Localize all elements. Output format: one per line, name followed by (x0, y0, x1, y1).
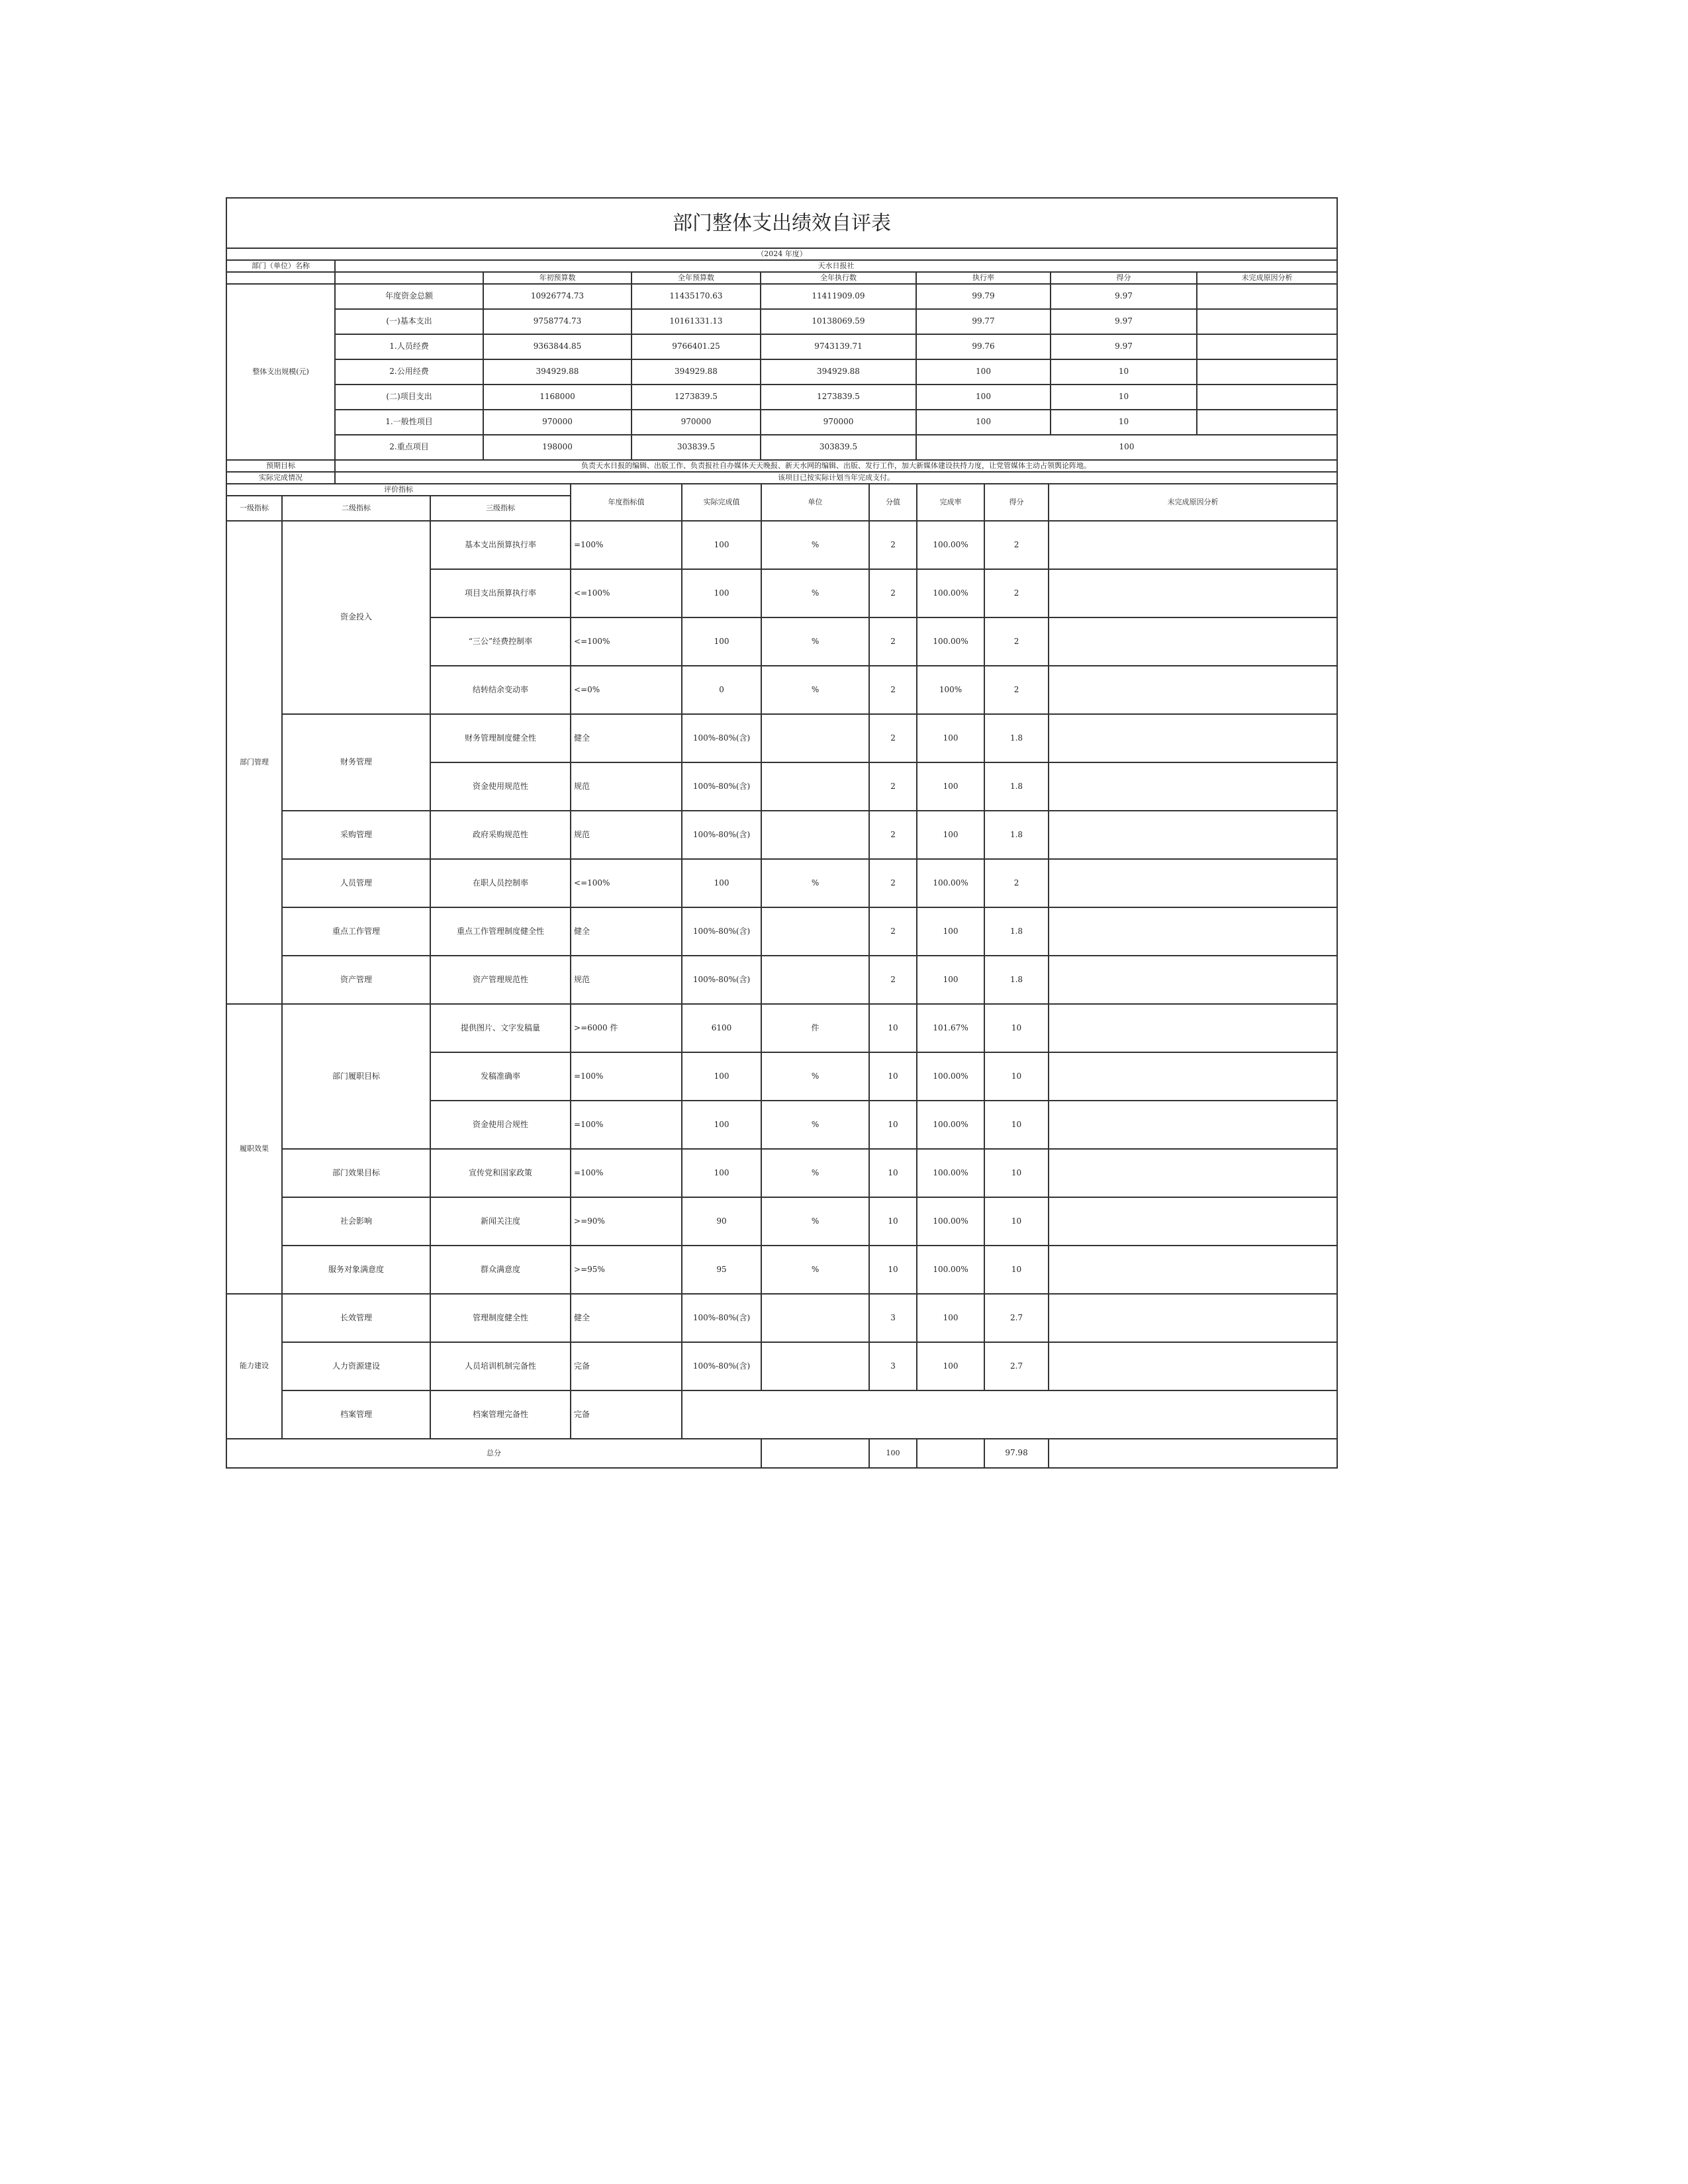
target-cell: 完备 (571, 1342, 682, 1390)
rate-cell: 100.00% (917, 1149, 984, 1197)
level2-cell: 财务管理 (282, 714, 430, 811)
level2-cell: 采购管理 (282, 811, 430, 859)
budget-exec: 1273839.5 (761, 385, 916, 410)
budget-row-name: (二)项目支出 (335, 385, 483, 410)
header-reason: 未完成原因分析 (1197, 272, 1337, 284)
points-cell: 2 (869, 762, 917, 811)
rate-cell: 100.00% (917, 617, 984, 666)
unit-cell (761, 1294, 869, 1342)
level1-cell: 部门管理 (226, 521, 282, 1004)
total-score: 97.98 (984, 1439, 1049, 1468)
level1-cell: 履职效果 (226, 1004, 282, 1294)
score-cell: 2 (984, 859, 1049, 907)
reason-cell (1049, 1246, 1337, 1294)
rate-cell: 100 (917, 956, 984, 1004)
target-cell: 规范 (571, 762, 682, 811)
rate-cell: 100 (917, 1294, 984, 1342)
budget-reason (1197, 410, 1337, 435)
table-row (226, 956, 1337, 1004)
table-row (226, 811, 1337, 859)
level3-cell: 档案管理完备性 (430, 1390, 571, 1439)
score-cell: 1.8 (984, 762, 1049, 811)
actual-cell: 100%-80%(含) (682, 1294, 761, 1342)
score-cell: 1.8 (984, 956, 1049, 1004)
reason-cell (1049, 1052, 1337, 1101)
unit-cell (761, 762, 869, 811)
rate-cell: 100 (917, 907, 984, 956)
unit-cell: % (761, 521, 869, 569)
unit-cell: % (761, 1197, 869, 1246)
level3-cell: 新闻关注度 (430, 1197, 571, 1246)
header-actual: 实际完成值 (682, 484, 761, 521)
unit-cell: % (761, 1246, 869, 1294)
budget-full: 9766401.25 (632, 334, 761, 359)
budget-row (226, 309, 1337, 334)
target-cell: <=100% (571, 569, 682, 617)
reason-cell (1049, 907, 1337, 956)
budget-row-name: 2.公用经费 (335, 359, 483, 385)
points-cell: 2 (869, 569, 917, 617)
level3-cell: 群众满意度 (430, 1246, 571, 1294)
budget-row (226, 334, 1337, 359)
header-level3: 三级指标 (430, 496, 571, 521)
rate-cell: 100.00% (917, 1197, 984, 1246)
budget-exec: 303839.5 (761, 435, 916, 460)
score-cell: 1.8 (984, 907, 1049, 956)
score-cell: 10 (984, 1197, 1049, 1246)
budget-merged-score: 100 (916, 435, 1337, 460)
level2-cell: 社会影响 (282, 1197, 430, 1246)
level2-cell: 部门效果目标 (282, 1149, 430, 1197)
rate-cell: 100.00% (917, 1052, 984, 1101)
score-cell: 10 (984, 1149, 1049, 1197)
unit-cell (761, 811, 869, 859)
level3-cell: 提供图片、文字发稿量 (430, 1004, 571, 1052)
header-reason: 未完成原因分析 (1049, 484, 1337, 521)
points-cell: 3 (869, 1294, 917, 1342)
level3-cell: 资产管理规范性 (430, 956, 571, 1004)
evaluation-sheet (226, 197, 1336, 1469)
unit-cell: % (761, 859, 869, 907)
goal-label: 预期目标 (226, 460, 335, 472)
budget-reason (1197, 284, 1337, 309)
points-cell: 3 (869, 1342, 917, 1390)
score-cell: 1.8 (984, 714, 1049, 762)
budget-full: 394929.88 (632, 359, 761, 385)
unit-cell (761, 1342, 869, 1390)
actual-cell: 100 (682, 1052, 761, 1101)
budget-exec: 970000 (761, 410, 916, 435)
budget-initial: 9758774.73 (483, 309, 632, 334)
actual-cell: 100%-80%(含) (682, 714, 761, 762)
table-row (226, 1149, 1337, 1197)
points-cell: 2 (869, 714, 917, 762)
target-cell: >=6000 件 (571, 1004, 682, 1052)
budget-row-name: 2.重点项目 (335, 435, 483, 460)
rate-cell: 100 (917, 714, 984, 762)
level2-cell: 部门履职目标 (282, 1004, 430, 1149)
level2-cell: 人力资源建设 (282, 1342, 430, 1390)
actual-cell: 100%-80%(含) (682, 811, 761, 859)
budget-full: 303839.5 (632, 435, 761, 460)
actual-cell: 100 (682, 1149, 761, 1197)
target-cell: >=90% (571, 1197, 682, 1246)
actual-cell: 100 (682, 569, 761, 617)
actual-cell: 0 (682, 666, 761, 714)
reason-cell (1049, 762, 1337, 811)
points-cell: 2 (869, 521, 917, 569)
actual-cell: 100%-80%(含) (682, 956, 761, 1004)
budget-exec: 394929.88 (761, 359, 916, 385)
budget-row (226, 284, 1337, 309)
score-cell: 1.8 (984, 811, 1049, 859)
budget-score: 9.97 (1051, 309, 1197, 334)
reason-cell (1049, 956, 1337, 1004)
level3-cell: “三公”经费控制率 (430, 617, 571, 666)
target-cell: 健全 (571, 714, 682, 762)
unit-cell (761, 714, 869, 762)
score-cell: 10 (984, 1052, 1049, 1101)
budget-rate: 99.76 (916, 334, 1051, 359)
reason-cell (1049, 521, 1337, 569)
rate-cell: 100.00% (917, 859, 984, 907)
points-cell: 10 (869, 1052, 917, 1101)
target-cell: <=0% (571, 666, 682, 714)
budget-initial: 10926774.73 (483, 284, 632, 309)
reason-cell (1049, 859, 1337, 907)
reason-cell (1049, 1101, 1337, 1149)
year-label: （2024 年度） (226, 248, 1337, 260)
reason-cell (1049, 666, 1337, 714)
target-cell: =100% (571, 1149, 682, 1197)
level3-cell: 财务管理制度健全性 (430, 714, 571, 762)
total-reason-cell (1049, 1439, 1337, 1468)
reason-cell (1049, 1342, 1337, 1390)
header-executed: 全年执行数 (761, 272, 916, 284)
table-row (226, 907, 1337, 956)
budget-table (226, 197, 1338, 484)
budget-score: 10 (1051, 385, 1197, 410)
actual-cell: 100 (682, 859, 761, 907)
score-cell: 2.7 (984, 1294, 1049, 1342)
target-cell: 健全 (571, 1294, 682, 1342)
reason-cell (1049, 811, 1337, 859)
budget-reason (1197, 334, 1337, 359)
target-cell: <=100% (571, 859, 682, 907)
budget-row-name: 1.一般性项目 (335, 410, 483, 435)
budget-exec: 9743139.71 (761, 334, 916, 359)
budget-full: 1273839.5 (632, 385, 761, 410)
budget-initial: 9363844.85 (483, 334, 632, 359)
points-cell: 2 (869, 859, 917, 907)
level3-cell: 项目支出预算执行率 (430, 569, 571, 617)
budget-row (226, 385, 1337, 410)
level2-cell: 资产管理 (282, 956, 430, 1004)
actual-cell: 100%-80%(含) (682, 1342, 761, 1390)
level3-cell: 重点工作管理制度健全性 (430, 907, 571, 956)
budget-rate: 100 (916, 359, 1051, 385)
actual-cell: 100%-80%(含) (682, 907, 761, 956)
budget-full: 11435170.63 (632, 284, 761, 309)
target-cell: 健全 (571, 907, 682, 956)
table-row (226, 521, 1337, 569)
level2-cell: 档案管理 (282, 1390, 430, 1439)
level3-cell: 人员培训机制完备性 (430, 1342, 571, 1390)
unit-cell (761, 956, 869, 1004)
points-cell: 2 (869, 907, 917, 956)
goal-text: 负责天水日报的编辑、出版工作、负责报社自办媒体天天晚报、新天水网的编辑、出版、发行工作，加大新媒体建设扶持力度，让党管媒体主动占领舆论阵地。 (335, 460, 1337, 472)
actual-cell: 100 (682, 1101, 761, 1149)
unit-cell: % (761, 1101, 869, 1149)
budget-row (226, 435, 1337, 460)
level3-cell: 结转结余变动率 (430, 666, 571, 714)
table-row (226, 1342, 1337, 1390)
unit-cell: % (761, 617, 869, 666)
unit-cell (761, 907, 869, 956)
level3-cell: 在职人员控制率 (430, 859, 571, 907)
points-cell: 2 (869, 811, 917, 859)
reason-cell (1049, 1004, 1337, 1052)
unit-cell: % (761, 1149, 869, 1197)
level2-cell: 重点工作管理 (282, 907, 430, 956)
budget-score: 10 (1051, 359, 1197, 385)
table-row (226, 1197, 1337, 1246)
reason-cell (1049, 617, 1337, 666)
eval-label: 评价指标 (226, 484, 571, 496)
actual-cell: 100 (682, 617, 761, 666)
budget-rate: 99.79 (916, 284, 1051, 309)
level2-cell: 服务对象满意度 (282, 1246, 430, 1294)
target-cell: =100% (571, 1101, 682, 1149)
header-target: 年度指标值 (571, 484, 682, 521)
total-label: 总分 (226, 1439, 761, 1468)
budget-reason (1197, 309, 1337, 334)
table-row (226, 714, 1337, 762)
budget-exec: 10138069.59 (761, 309, 916, 334)
level3-cell: 基本支出预算执行率 (430, 521, 571, 569)
budget-initial: 394929.88 (483, 359, 632, 385)
actual-cell: 100 (682, 521, 761, 569)
score-cell: 10 (984, 1004, 1049, 1052)
dept-name: 天水日报社 (335, 260, 1337, 272)
header-rate: 完成率 (917, 484, 984, 521)
unit-cell: % (761, 1052, 869, 1101)
points-cell: 10 (869, 1004, 917, 1052)
budget-row-name: 1.人员经费 (335, 334, 483, 359)
budget-reason (1197, 359, 1337, 385)
points-cell: 2 (869, 617, 917, 666)
actual-cell: 100%-80%(含) (682, 762, 761, 811)
table-row (226, 859, 1337, 907)
rate-cell: 100.00% (917, 569, 984, 617)
budget-rate: 99.77 (916, 309, 1051, 334)
total-row (226, 1439, 1337, 1468)
page-title: 部门整体支出绩效自评表 (226, 198, 1337, 248)
header-points: 分值 (869, 484, 917, 521)
unit-cell: % (761, 569, 869, 617)
reason-cell (1049, 714, 1337, 762)
table-row (226, 1390, 1337, 1439)
total-points: 100 (869, 1439, 917, 1468)
reason-cell (1049, 1197, 1337, 1246)
points-cell: 2 (869, 666, 917, 714)
level3-cell: 资金使用合规性 (430, 1101, 571, 1149)
rate-cell: 100 (917, 811, 984, 859)
reason-cell (1049, 569, 1337, 617)
score-cell: 2.7 (984, 1342, 1049, 1390)
header-level1: 一级指标 (226, 496, 282, 521)
budget-rate: 100 (916, 410, 1051, 435)
points-cell: 10 (869, 1101, 917, 1149)
header-exec-rate: 执行率 (916, 272, 1051, 284)
level2-cell: 资金投入 (282, 521, 430, 714)
budget-row (226, 359, 1337, 385)
points-cell: 10 (869, 1149, 917, 1197)
budget-full: 10161331.13 (632, 309, 761, 334)
budget-full: 970000 (632, 410, 761, 435)
target-cell: 规范 (571, 811, 682, 859)
score-cell: 2 (984, 666, 1049, 714)
rate-cell: 100.00% (917, 1246, 984, 1294)
actual-cell: 6100 (682, 1004, 761, 1052)
table-row (226, 1004, 1337, 1052)
level3-cell: 发稿准确率 (430, 1052, 571, 1101)
header-score: 得分 (984, 484, 1049, 521)
budget-row (226, 410, 1337, 435)
budget-row-name: 年度资金总额 (335, 284, 483, 309)
reason-cell (1049, 1149, 1337, 1197)
rate-cell: 100% (917, 666, 984, 714)
header-full-budget: 全年预算数 (632, 272, 761, 284)
budget-reason (1197, 385, 1337, 410)
level2-cell: 长效管理 (282, 1294, 430, 1342)
table-row (226, 1246, 1337, 1294)
table-row (226, 1294, 1337, 1342)
target-cell: 完备 (571, 1390, 682, 1439)
score-cell: 10 (984, 1246, 1049, 1294)
actual-cell: 90 (682, 1197, 761, 1246)
header-initial-budget: 年初预算数 (483, 272, 632, 284)
budget-rate: 100 (916, 385, 1051, 410)
unit-cell: 件 (761, 1004, 869, 1052)
level3-cell: 政府采购规范性 (430, 811, 571, 859)
target-cell: =100% (571, 521, 682, 569)
header-unit: 单位 (761, 484, 869, 521)
rate-cell: 101.67% (917, 1004, 984, 1052)
level3-cell: 管理制度健全性 (430, 1294, 571, 1342)
blank-cell (335, 272, 483, 284)
target-cell: <=100% (571, 617, 682, 666)
level2-cell: 人员管理 (282, 859, 430, 907)
points-cell: 10 (869, 1197, 917, 1246)
budget-exec: 11411909.09 (761, 284, 916, 309)
rate-cell: 100 (917, 762, 984, 811)
rate-cell: 100.00% (917, 521, 984, 569)
budget-row-name: (一)基本支出 (335, 309, 483, 334)
header-score: 得分 (1051, 272, 1197, 284)
score-cell: 2 (984, 521, 1049, 569)
actual-label: 实际完成情况 (226, 472, 335, 484)
blank-cell (226, 272, 335, 284)
budget-initial: 970000 (483, 410, 632, 435)
scale-label: 整体支出规模(元) (226, 284, 335, 460)
rate-cell: 100 (917, 1342, 984, 1390)
budget-score: 9.97 (1051, 284, 1197, 309)
dept-label: 部门（单位）名称 (226, 260, 335, 272)
points-cell: 10 (869, 1246, 917, 1294)
rate-cell: 100.00% (917, 1101, 984, 1149)
target-cell: 规范 (571, 956, 682, 1004)
unit-cell: % (761, 666, 869, 714)
total-rate-cell (917, 1439, 984, 1468)
total-unit-cell (761, 1439, 869, 1468)
indicator-table (226, 483, 1338, 1469)
actual-text: 该项目已按实际计划当年完成支付。 (335, 472, 1337, 484)
merged-empty-cell (682, 1390, 1337, 1439)
score-cell: 10 (984, 1101, 1049, 1149)
score-cell: 2 (984, 617, 1049, 666)
budget-initial: 198000 (483, 435, 632, 460)
points-cell: 2 (869, 956, 917, 1004)
actual-cell: 95 (682, 1246, 761, 1294)
budget-initial: 1168000 (483, 385, 632, 410)
level1-cell: 能力建设 (226, 1294, 282, 1439)
level3-cell: 宣传党和国家政策 (430, 1149, 571, 1197)
target-cell: >=95% (571, 1246, 682, 1294)
budget-score: 10 (1051, 410, 1197, 435)
level3-cell: 资金使用规范性 (430, 762, 571, 811)
budget-score: 9.97 (1051, 334, 1197, 359)
header-level2: 二级指标 (282, 496, 430, 521)
target-cell: =100% (571, 1052, 682, 1101)
score-cell: 2 (984, 569, 1049, 617)
reason-cell (1049, 1294, 1337, 1342)
